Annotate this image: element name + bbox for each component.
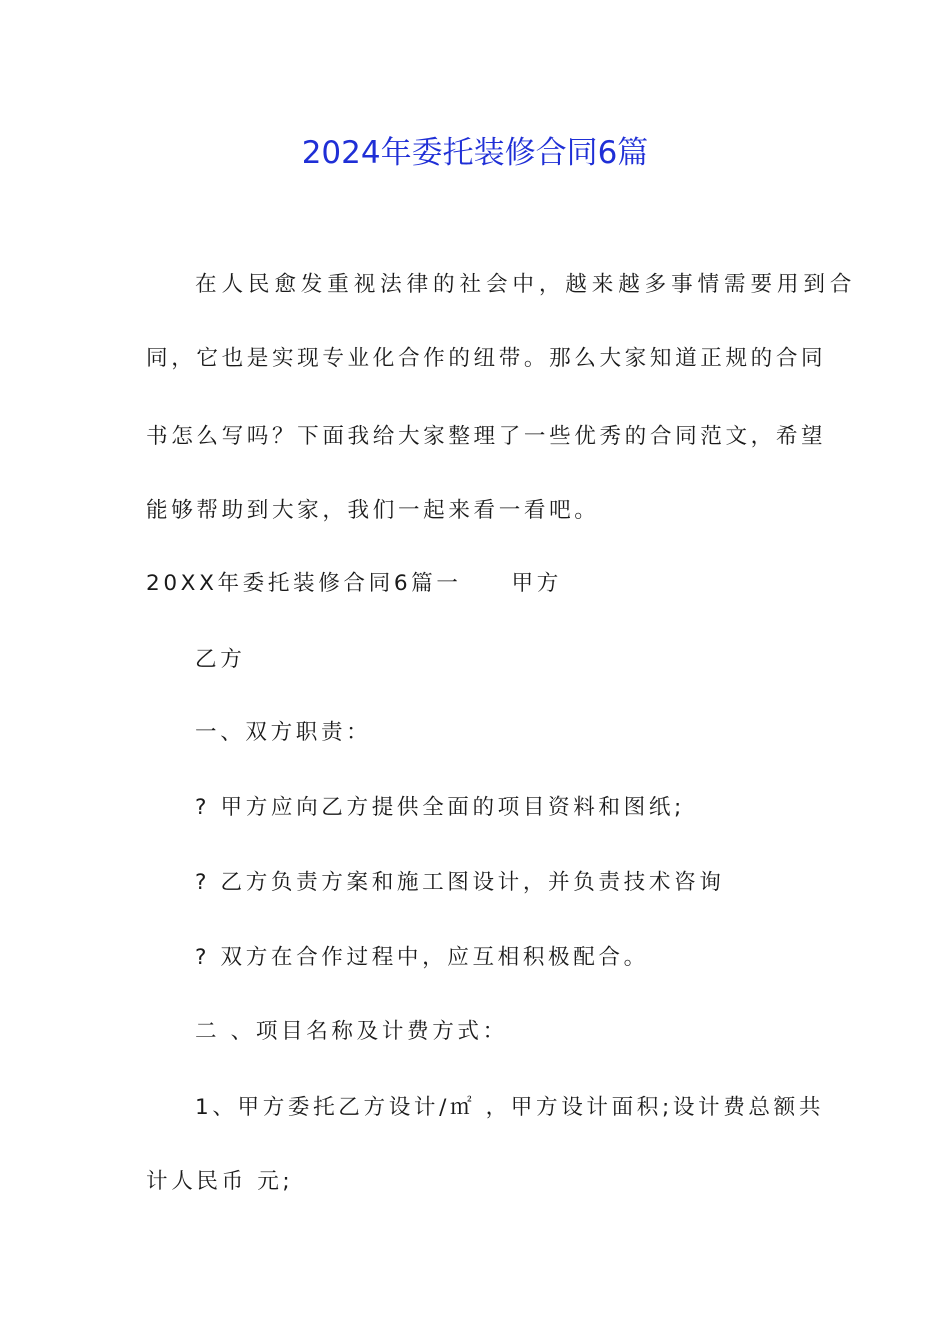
- clause-1-heading: 一、双方职责：: [195, 720, 372, 745]
- intro-line-2: 同，它也是实现专业化合作的纽带。那么大家知道正规的合同: [146, 346, 827, 371]
- intro-line-1: 在人民愈发重视法律的社会中，越来越多事情需要用到合: [195, 272, 855, 297]
- section-heading: 20XX年委托装修合同6篇一: [146, 571, 462, 596]
- party-b-label: 乙方: [195, 647, 246, 672]
- document-title: 2024年委托装修合同6篇: [301, 135, 649, 171]
- section-heading-line: [146, 569, 806, 599]
- party-a-label: 甲方: [511, 571, 562, 596]
- clause-1-item-2: ? 乙方负责方案和施工图设计，并负责技术咨询: [195, 870, 725, 895]
- clause-1-item-1: ? 甲方应向乙方提供全面的项目资料和图纸;: [195, 795, 685, 820]
- clause-2-heading: 二 、项目名称及计费方式：: [195, 1019, 508, 1044]
- intro-line-4: 能够帮助到大家，我们一起来看一看吧。: [146, 498, 600, 523]
- clause-1-item-3: ? 双方在合作过程中，应互相积极配合。: [195, 945, 649, 970]
- clause-2-item-1-line-1: 1、甲方委托乙方设计/㎡ ，甲方设计面积;设计费总额共: [195, 1095, 825, 1120]
- clause-2-item-1-line-2: 计人民币 元;: [146, 1169, 294, 1194]
- intro-line-3: 书怎么写吗？下面我给大家整理了一些优秀的合同范文，希望: [146, 424, 827, 449]
